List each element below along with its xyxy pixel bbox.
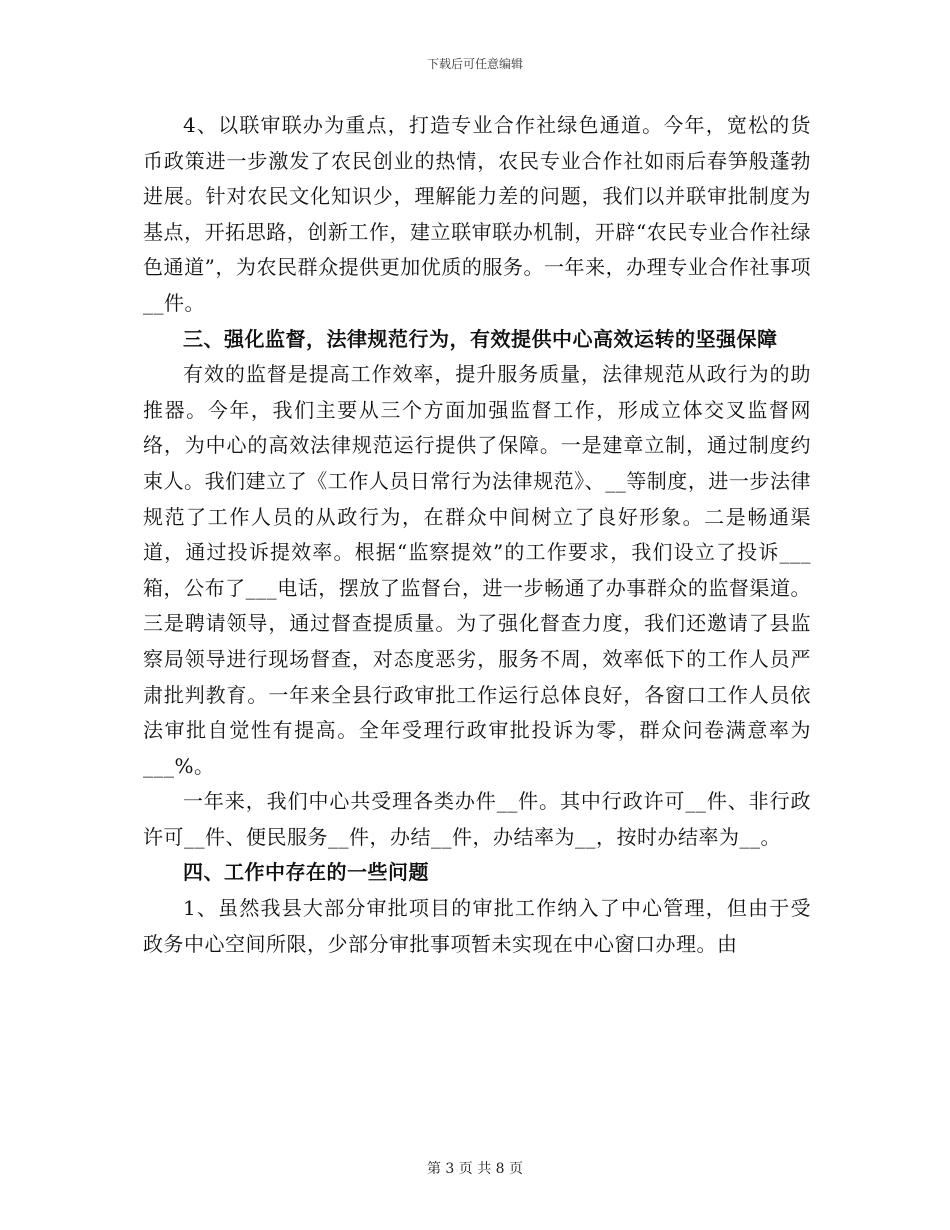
paragraph-supervision: 有效的监督是提高工作效率，提升服务质量，法律规范从政行为的助推器。今年，我们主要从三个方面加强监督工作，形成立体交叉监督网络，为中心的高效法律规范运行提供了保障。一是建章立制，通过制度约束人。我们建立了《工作人员日常行为法律规范》、__等制度，进一步法律规范了工作人员的从政行为，在群众中间树立了良好形象。二是畅通渠道，通过投诉提效率。根据“监察提效”的工作要求，我们设立了投诉___箱，公布了___电话，摆放了监督台，进一步畅通了办事群众的监督渠道。三是聘请领导，通过督查提质量。为了强化督查力度，我们还邀请了县监察局领导进行现场督查，对态度恶劣，服务不周，效率低下的工作人员严肃批判教育。一年来全县行政审批工作运行总体良好，各窗口工作人员依法审批自觉性有提高。全年受理行政审批投诉为零，群众问卷满意率为___%。 [143,362,811,778]
page-footer: 第 3 页 共 8 页 [426,1161,524,1177]
paragraph-green-channel: 4、以联审联办为重点，打造专业合作社绿色通道。今年，宽松的货币政策进一步激发了农民创业的热情，农民专业合作社如雨后春笋般蓬勃进展。针对农民文化知识少，理解能力差的问题，我们以并联审批制度为基点，开拓思路，创新工作，建立联审联办机制，开辟“农民专业合作社绿色通道”，为农民群众提供更加优质的服务。一年来，办理专业合作社事项__件。 [143,113,811,315]
page-header: 下载后可任意编辑 [426,57,523,71]
paragraph-problem-1: 1、虽然我县大部分审批项目的审批工作纳入了中心管理，但由于受政务中心空间所限，少部分审批事项暂未实现在中心窗口办理。由 [143,896,811,956]
section-heading-supervision: 三、强化监督，法律规范行为，有效提供中心高效运转的坚强保障 [183,326,778,351]
paragraph-annual-stats: 一年来，我们中心共受理各类办件__件。其中行政许可__件、非行政许可__件、便民服务__件，办结__件，办结率为__，按时办结率为__。 [143,789,811,849]
section-heading-problems: 四、工作中存在的一些问题 [183,860,429,885]
document-body [143,108,811,962]
